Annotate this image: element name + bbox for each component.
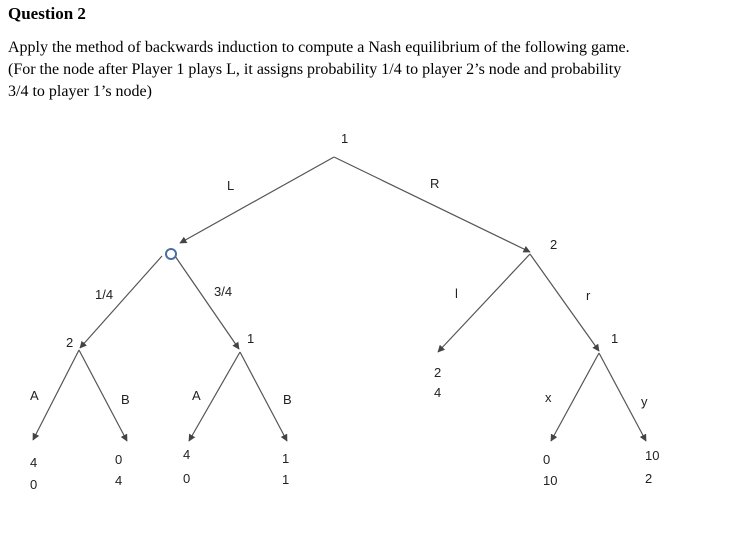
p2-node-label: 2 <box>66 335 74 350</box>
payoff-p1A-1: 4 <box>183 447 191 462</box>
move-R-label: R <box>430 176 440 191</box>
move-p2-A-label: A <box>30 388 39 403</box>
move-r-label: r <box>586 288 591 303</box>
chance-node <box>166 249 176 259</box>
root-player-label: 1 <box>341 131 349 146</box>
question-line-3: 3/4 to player 1’s node) <box>8 83 152 100</box>
edge-right-l <box>438 254 530 352</box>
edge-p2-B <box>79 350 127 441</box>
payoff-p1B-2: 1 <box>282 472 290 487</box>
move-x-label: x <box>545 390 552 405</box>
payoff-p2B-1: 0 <box>115 452 123 467</box>
payoff-y-1: 10 <box>645 448 660 463</box>
prob-p2-label: 1/4 <box>95 287 114 302</box>
move-y-label: y <box>641 394 648 409</box>
payoff-p2A-1: 4 <box>30 455 38 470</box>
edge-sub-y <box>599 353 646 441</box>
edge-chance-p2 <box>80 256 162 348</box>
edge-sub-x <box>551 353 599 441</box>
move-l-label: l <box>455 286 458 301</box>
edge-chance-p1 <box>175 256 239 349</box>
move-p1-A-label: A <box>192 388 201 403</box>
right-node-label: 2 <box>550 237 558 252</box>
payoff-x-1: 0 <box>543 452 551 467</box>
move-L-label: L <box>227 178 235 193</box>
payoff-p2B-2: 4 <box>115 473 123 488</box>
edge-p2-A <box>33 350 79 440</box>
payoff-y-2: 2 <box>645 471 653 486</box>
question-line-2: (For the node after Player 1 plays L, it assigns probability 1/4 to player 2’s node and probability <box>8 61 622 78</box>
edge-p1-B <box>240 352 287 441</box>
edge-root-L <box>180 157 334 243</box>
payoff-l-2: 4 <box>434 385 442 400</box>
move-p2-B-label: B <box>121 392 130 407</box>
payoff-p1B-1: 1 <box>282 451 290 466</box>
payoff-l-1: 2 <box>434 365 442 380</box>
edge-root-R <box>334 157 530 252</box>
p1-node-label: 1 <box>247 331 255 346</box>
payoff-p2A-2: 0 <box>30 477 38 492</box>
question-line-1: Apply the method of backwards induction to compute a Nash equilibrium of the following game. <box>8 39 630 56</box>
move-p1-B-label: B <box>283 392 292 407</box>
prob-p1-label: 3/4 <box>214 284 233 299</box>
sub-node-label: 1 <box>611 331 619 346</box>
payoff-x-2: 10 <box>543 473 558 488</box>
payoff-p1A-2: 0 <box>183 471 191 486</box>
question-heading: Question 2 <box>8 4 86 23</box>
